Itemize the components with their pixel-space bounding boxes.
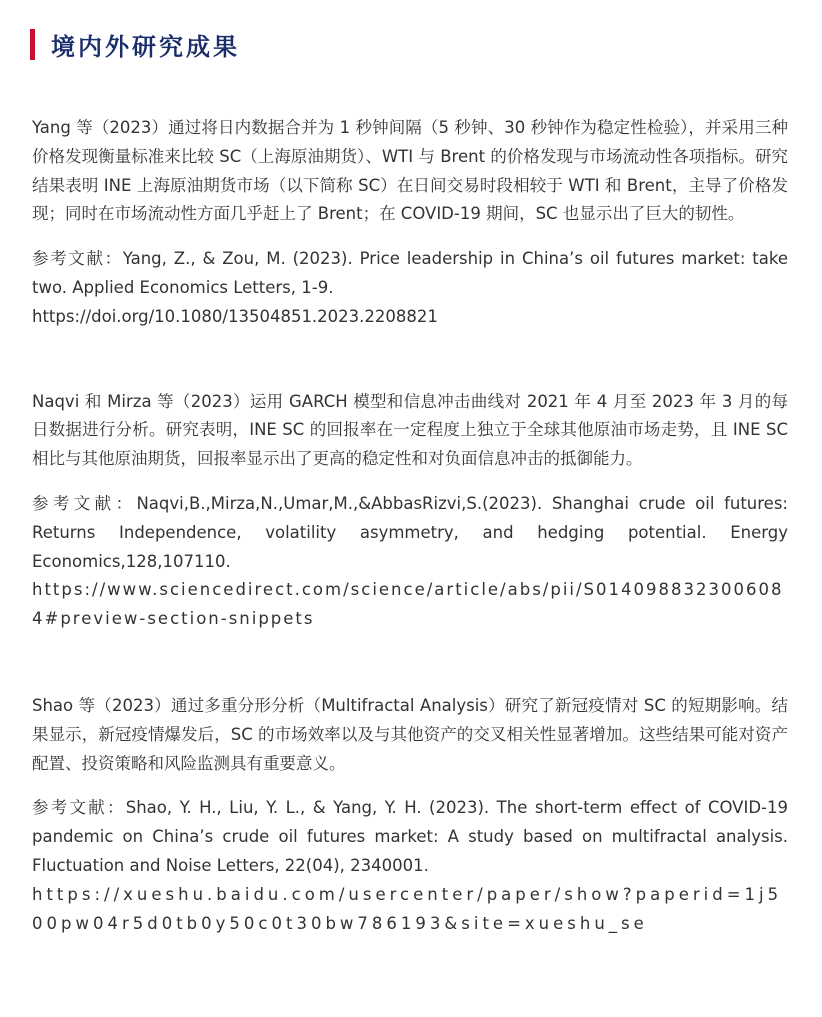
entry-summary: Yang 等（2023）通过将日内数据合并为 1 秒钟间隔（5 秒钟、30 秒钟作为稳定性检验），并采用三种价格发现衡量标准来比较 SC（上海原油期货）、WTI 与 Brent 的价格发现与市场流动性各项指标。研究结果表明 INE 上海原油期货市场（以下简称 SC）在日间交易时段相较于 WTI 和 Brent，主导了价格发现；同时在市场流动性方面几乎赶上了 Brent；在 COVID-19 期间，SC 也显示出了巨大的韧性。 <box>32 118 788 224</box>
research-entry <box>32 114 788 332</box>
section-title: 境内外研究成果 <box>51 32 240 61</box>
entry-reference: 参考文献：Yang, Z., & Zou, M. (2023). Price leadership in China’s oil futures market: take two. Applied Economics Letters, 1-9. <box>32 249 788 297</box>
accent-bar <box>30 29 35 60</box>
section-header <box>30 28 240 60</box>
research-entry <box>32 388 788 634</box>
entry-link[interactable]: https://www.sciencedirect.com/science/article/abs/pii/S0140988323006084#preview-section-snippets <box>32 580 784 629</box>
article-body <box>32 114 788 938</box>
entry-link[interactable]: https://doi.org/10.1080/13504851.2023.2208821 <box>32 306 438 326</box>
entry-reference: 参考文献：Shao, Y. H., Liu, Y. L., & Yang, Y. H. (2023). The short-term effect of COVID-19 pandemic on China’s crude oil futures market: A study based on multifractal analysis. Fluctuation and Noise Letters, 22(04), 2340001. <box>32 798 788 875</box>
entry-link[interactable]: https://xueshu.baidu.com/usercenter/paper/show?paperid=1j500pw04r5d0tb0y50c0t30bw786193&site=xueshu_se <box>32 884 783 933</box>
entry-summary: Naqvi 和 Mirza 等（2023）运用 GARCH 模型和信息冲击曲线对 2021 年 4 月至 2023 年 3 月的每日数据进行分析。研究表明，INE SC 的回报率在一定程度上独立于全球其他原油市场走势，且 INE SC 相比与其他原油期货，回报率显示出了更高的稳定性和对负面信息冲击的抵御能力。 <box>32 391 788 469</box>
research-entry <box>32 692 788 938</box>
entry-summary: Shao 等（2023）通过多重分形分析（Multifractal Analysis）研究了新冠疫情对 SC 的短期影响。结果显示，新冠疫情爆发后，SC 的市场效率以及与其他资产的交叉相关性显著增加。这些结果可能对资产配置、投资策略和风险监测具有重要意义。 <box>32 695 788 773</box>
entry-reference: 参考文献：Naqvi,B.,Mirza,N.,Umar,M.,&AbbasRizvi,S.(2023). Shanghai crude oil futures: Returns Independence, volatility asymmetry, and hedging potential. Energy Economics,128,107110. <box>32 493 788 571</box>
